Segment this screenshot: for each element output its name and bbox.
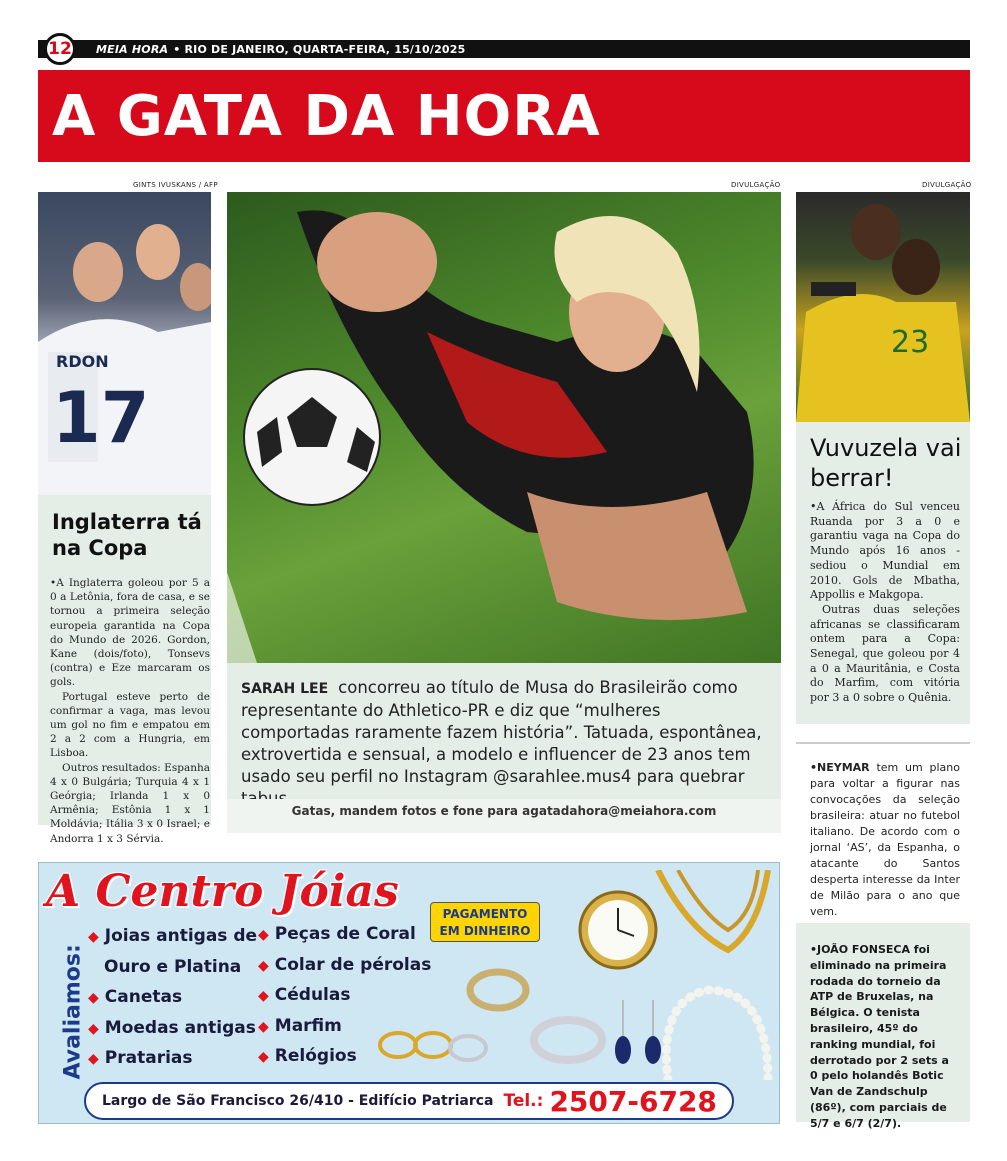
running-head xyxy=(96,41,465,57)
ad-list-item: ◆ Peças de Coral xyxy=(258,924,416,944)
bullet-icon: ◆ xyxy=(258,927,269,943)
jewelry-advertisement xyxy=(38,862,780,1124)
model-caption xyxy=(241,677,769,810)
fonseca-brief: •JOÃO FONSECA foi eliminado na primeira rodada do torneio da ATP de Bruxelas, na Bélgica. O tenista brasileiro, 45º do ranking mundial, foi derrotado por 2 sets a 0 pelo holandês Botic Van de Zandschulp (86º), com parciais de 5/7 e 6/7 (2/7). xyxy=(810,943,949,1130)
neymar-brief xyxy=(810,760,960,920)
neymar-brief-text: tem um plano para voltar a figurar nas convocações da seleção brasileira: atuar no futebol italiano. De acordo com o jornal ‘AS’, da Espanha, o atacante do Santos desperta interesse da Inter de Milão para o ano que vem. xyxy=(810,761,960,918)
ad-address: Largo de São Francisco 26/410 - Edifício Patriarca xyxy=(102,1093,494,1109)
neymar-brief-lead: •NEYMAR xyxy=(810,761,870,774)
ad-list-item: ◆ Joias antigas de xyxy=(88,926,258,946)
svg-text:17: 17 xyxy=(52,377,150,459)
section-banner xyxy=(38,70,970,162)
caption-text: concorreu ao título de Musa do Brasileirão como representante do Athletico-PR e diz que “mulheres comportadas raramente fazem história”. Tatuada, espontânea, extrovertida e sensual, a modelo e influencer de 23 anos tem usado seu perfil no Instagram @sarahlee.mus4 para quebrar xyxy=(241,678,762,786)
ad-list-item: ◆ Relógios xyxy=(258,1046,357,1066)
left-story-paragraph: •A Inglaterra goleou por 5 a 0 a Letônia, fora de casa, e se tornou a primeira seleção europeia garantida na Copa do Mundo de 2026. Gordon, Kane (dois/foto), Tonsevs (contra) e Eze marcaram os gols. xyxy=(50,577,210,689)
ad-brand: A Centro Jóias xyxy=(46,866,399,917)
publication-name: MEIA HORA xyxy=(96,42,169,56)
left-story-paragraph: Outros resultados: Espanha 4 x 0 Bulgária; Turquia 4 x 1 Geórgia; Irlanda 1 x 0 Armênia; Estônia 1 x 1 Moldávia; Itália 3 x 0 Israel; e Andorra 1 x 3 Sérvia. xyxy=(50,761,211,845)
england-players-photo xyxy=(38,192,211,495)
bullet-icon: ◆ xyxy=(88,929,99,945)
left-story-body xyxy=(50,576,210,846)
right-story-body xyxy=(810,500,960,706)
bullet-icon: ◆ xyxy=(88,990,99,1006)
ad-list-item: ◆ Moedas antigas xyxy=(88,1017,256,1038)
ad-frame xyxy=(38,862,780,1124)
ad-list-item: ◆ Colar de pérolas xyxy=(258,954,432,975)
photo-credit-left: GINTS IVUSKANS / AFP xyxy=(133,181,218,189)
svg-text:RDON: RDON xyxy=(56,352,109,371)
contact-line: Gatas, mandem fotos e fone para agatadahora@meiahora.com xyxy=(291,804,717,818)
south-africa-photo-illustration xyxy=(796,192,970,422)
ad-payment-badge: PAGAMENTO EM DINHEIRO xyxy=(430,902,540,942)
section-title: A GATA DA HORA xyxy=(52,84,601,149)
bullet-icon: ◆ xyxy=(88,1051,99,1067)
ad-phone-number: 2507-6728 xyxy=(549,1084,717,1118)
south-africa-players-photo xyxy=(796,192,970,422)
bullet-icon: ◆ xyxy=(258,1018,269,1035)
model-name: SARAH LEE xyxy=(241,681,329,697)
photo-credit-right: DIVULGAÇÃO xyxy=(922,181,972,189)
ad-list-item: Ouro e Platina xyxy=(104,956,242,977)
svg-text:23: 23 xyxy=(891,325,930,360)
model-photo xyxy=(227,192,781,663)
ad-list-item: ◆ Pratarias xyxy=(88,1048,193,1068)
ad-list-item: ◆ Marfim xyxy=(258,1015,342,1036)
left-story-paragraph: Portugal esteve perto de confirmar a vaga, mas levou um gol no fim e empatou em 2 a 2 com a Hungria, em Lisboa. xyxy=(50,690,210,760)
ad-phone-label: Tel.: xyxy=(503,1091,544,1111)
ad-list-item: ◆ Canetas xyxy=(88,987,183,1007)
right-story-paragraph: •A África do Sul venceu Ruanda por 3 a 0 e garantiu vaga na Copa do Mundo após 16 anos - sediou o Mundial em 2010. Gols de Mbatha, Appollis e Makgopa. xyxy=(810,500,960,602)
bullet-icon: ◆ xyxy=(258,988,269,1004)
right-story-title: Vuvuzela vai berrar! xyxy=(810,434,962,492)
ad-list-item: ◆ Cédulas xyxy=(258,985,351,1005)
left-story-title: Inglaterra tá na Copa xyxy=(52,510,202,560)
right-story-paragraph: Outras duas seleções africanas se classificaram ontem para a Copa: Senegal, que goleou por 4 a 0 a Mauritânia, e Costa do Marfim, com vitória por 3 a 0 sobre o Quênia. xyxy=(810,602,960,705)
ad-side-label: Avaliamos: xyxy=(60,944,86,1080)
bullet-icon: ◆ xyxy=(258,957,269,974)
bullet-icon: ◆ xyxy=(258,1049,269,1065)
model-photo-illustration xyxy=(227,192,781,663)
bullet-icon: ◆ xyxy=(88,1020,99,1037)
page-number: 12 xyxy=(44,33,76,65)
england-photo-illustration xyxy=(38,192,211,495)
photo-credit-center: DIVULGAÇÃO xyxy=(731,181,781,189)
dateline: • RIO DE JANEIRO, QUARTA-FEIRA, 15/10/2025 xyxy=(173,42,466,56)
